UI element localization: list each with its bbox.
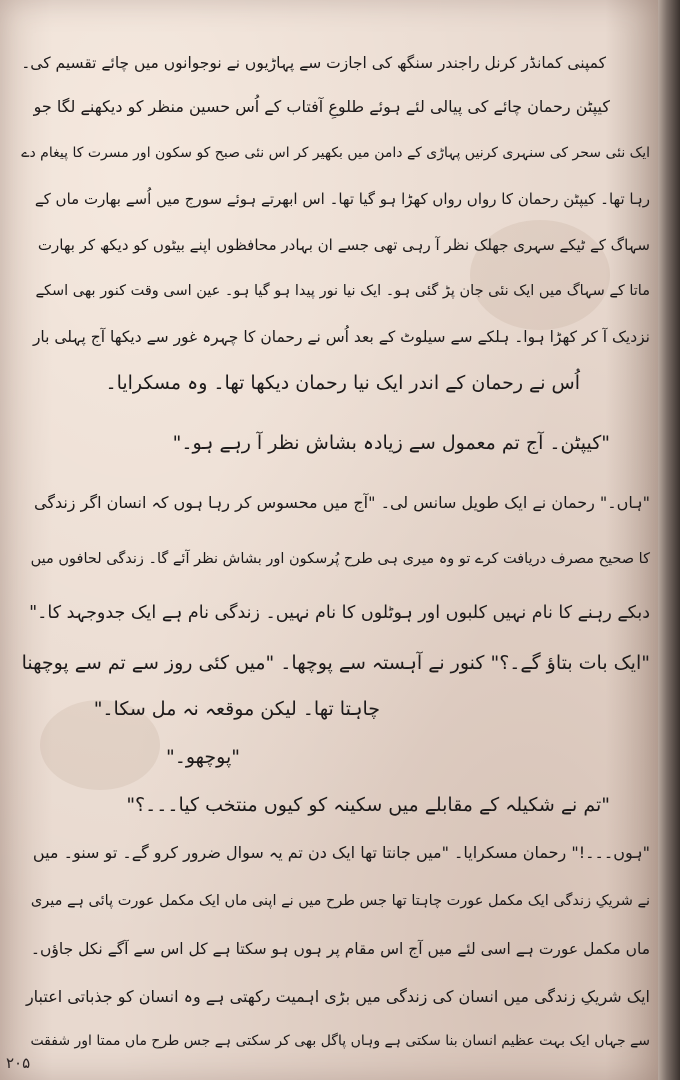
- text-line: رہا تھا۔ کیپٹن رحمان کا رواں رواں کھڑا ہو گیا تھا۔ اس ابھرتے ہوئے سورج میں اُسے بھارت ماں کے: [34, 190, 650, 208]
- text-line: ماتا کے سہاگ میں ایک نئی جان پڑ گئی ہو۔ ایک نیا نور پیدا ہو گیا ہو۔ عین اسی وقت کنور بھی اسکے: [35, 283, 650, 299]
- text-line: نزدیک آ کر کھڑا ہوا۔ ہلکے سے سیلوٹ کے بعد اُس نے رحمان کا چہرہ غور سے دیکھا آج پہلی بار: [32, 328, 650, 346]
- text-line: "ہاں۔" رحمان نے ایک طویل سانس لی۔ "آج میں محسوس کر رہا ہوں کہ انسان اگر زندگی: [34, 493, 650, 512]
- text-line: "تم نے شکیلہ کے مقابلے میں سکینہ کو کیوں منتخب کیا۔۔۔؟": [126, 794, 610, 816]
- text-line: سہاگ کے ٹیکے سہری جھلک نظر آ رہی تھی جسے ان بہادر محافظوں اپنے بیٹوں کو دیکھ کر بھارت: [37, 236, 650, 254]
- text-line: کا صحیح مصرف دریافت کرے تو وہ میری ہی طرح پُرسکون اور بشاش نظر آئے گا۔ زندگی لحافوں میں: [30, 551, 650, 567]
- text-line: ماں مکمل عورت ہے اسی لئے میں آج اس مقام پر ہوں ہو سکتا ہے کل اس سے آگے نکل جاؤں۔: [30, 940, 650, 958]
- text-line: ایک نئی سحر کی سنہری کرنیں پہاڑی کے دامن میں بکھیر کر اس نئی صبح کو سکون اور مسرت کا پیغام دے: [21, 145, 650, 161]
- page-number: ۲۰۵: [6, 1054, 31, 1072]
- text-line: کمپنی کمانڈر کرنل راجندر سنگھ کی اجازت سے پہاڑیوں نے نوجوانوں میں چائے تقسیم کی۔: [21, 54, 606, 72]
- text-line: کیپٹن رحمان چائے کی پیالی لئے ہوئے طلوعِ آفتاب کے اُس حسین منظر کو دیکھنے لگا جو: [33, 97, 610, 116]
- text-line: "ہوں۔۔۔!" رحمان مسکرایا۔ "میں جانتا تھا ایک دن تم یہ سوال ضرور کرو گے۔ تو سنو۔ میں: [32, 843, 650, 862]
- text-line: چاہتا تھا۔ لیکن موقعہ نہ مل سکا۔": [93, 698, 380, 720]
- text-line: "کیپٹن۔ آج تم معمول سے زیادہ بشاش نظر آ رہے ہو۔": [172, 432, 610, 454]
- book-edge: [658, 0, 680, 1080]
- text-line: سے جہاں ایک بہت عظیم انسان بنا سکتی ہے وہاں پاگل بھی کر سکتی ہے جس طرح ماں ممتا اور شفقت: [30, 1033, 650, 1049]
- text-line: نے شریکِ زندگی ایک مکمل عورت چاہتا تھا جس طرح میں نے اپنی ماں ایک مکمل عورت پائی ہے میری: [30, 893, 650, 909]
- text-line: اُس نے رحمان کے اندر ایک نیا رحمان دیکھا تھا۔ وہ مسکرایا۔: [105, 372, 580, 394]
- text-line: "ایک بات بتاؤ گے۔؟" کنور نے آہستہ سے پوچھا۔ "میں کئی روز سے تم سے پوچھنا: [21, 652, 650, 674]
- text-line: "پوچھو۔": [165, 746, 240, 768]
- text-line: ایک شریکِ زندگی میں انسان کی زندگی میں بڑی اہمیت رکھتی ہے وہ انسان کو جذباتی اعتبار: [25, 987, 650, 1006]
- text-line: دبکے رہنے کا نام نہیں کلبوں اور ہوٹلوں کا نام نہیں۔ زندگی نام ہے ایک جدوجہد کا۔": [29, 603, 650, 623]
